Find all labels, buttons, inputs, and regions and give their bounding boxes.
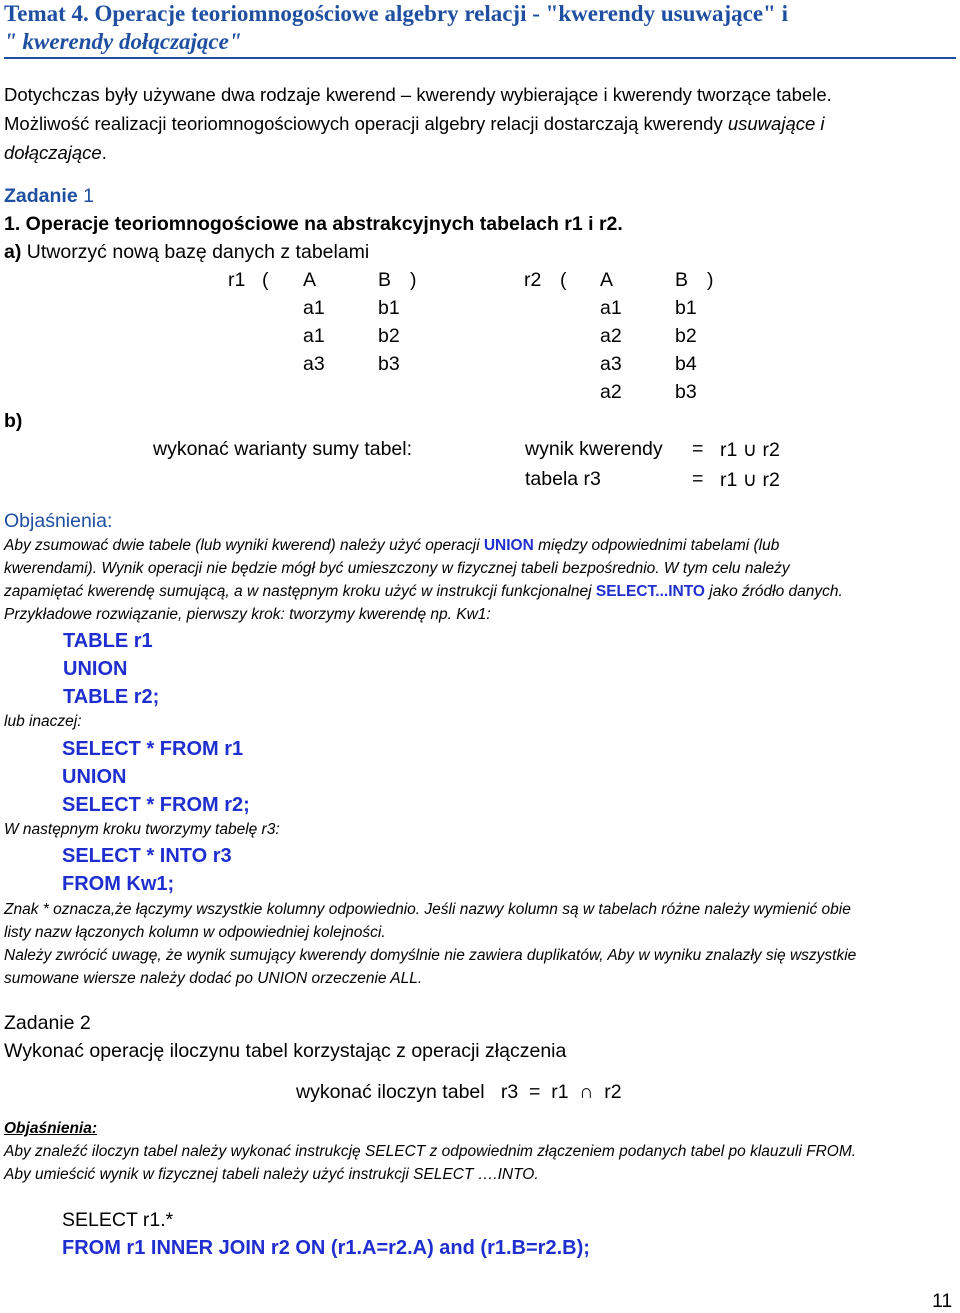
intro-line-2	[4, 113, 825, 135]
explanation-heading: Objaśnienia:	[4, 510, 113, 532]
expl-text: między odpowiednimi tabelami (lub	[533, 537, 780, 554]
r2-cell: b4	[675, 353, 697, 375]
a-text: Utworzyć nową bazę danych z tabelami	[21, 241, 370, 263]
page-number: 11	[932, 1290, 953, 1312]
r2-cell: a3	[600, 353, 622, 375]
code-line: SELECT * INTO r3	[62, 845, 232, 867]
title-underline	[4, 57, 956, 59]
expl-text: zapamiętać kwerendę sumującą, a w następnym kroku użyć w instrukcji funkcjonalnej	[4, 583, 596, 600]
sum-q2-rhs: r1 ∪ r2	[720, 469, 780, 491]
explanation-heading-2: Objaśnienia:	[4, 1120, 98, 1137]
note-line: sumowane wiersze należy dodać po UNION orzeczenie ALL.	[4, 970, 423, 987]
sum-q1-left: wynik kwerendy	[525, 438, 663, 460]
intro-period: .	[101, 142, 107, 163]
r2-cell: b2	[675, 325, 697, 347]
code-line: FROM Kw1;	[62, 873, 175, 895]
page-title: Temat 4. Operacje teoriomnogościowe algebry relacji - "kwerendy usuwające" i	[4, 1, 788, 26]
dots: ...	[655, 583, 669, 600]
union-keyword: UNION	[483, 537, 534, 554]
r2-open-paren: (	[560, 269, 567, 291]
zadanie-1-a	[4, 241, 369, 264]
r2-close-paren: )	[707, 269, 714, 291]
sum-q1-eq: =	[692, 438, 704, 460]
zadanie-1-task: 1. Operacje teoriomnogościowe na abstrakcyjnych tabelach r1 i r2.	[4, 213, 623, 235]
r1-cell: b3	[378, 353, 400, 375]
intersection-formula: wykonać iloczyn tabel r3 = r1 ∩ r2	[296, 1081, 622, 1103]
sum-q2-eq: =	[692, 468, 704, 490]
next-step-text: W następnym kroku tworzymy tabelę r3:	[4, 821, 280, 838]
into-keyword: INTO	[668, 583, 705, 600]
b-label: b)	[4, 410, 23, 432]
r1-col-b: B	[378, 269, 392, 291]
r1-cell: a1	[303, 325, 325, 347]
sum-label: wykonać warianty sumy tabel:	[153, 438, 413, 460]
r2-cell: a2	[600, 325, 622, 347]
r1-name: r1	[228, 269, 246, 291]
intro-line-3	[4, 142, 107, 164]
r2-cell: b3	[675, 381, 697, 403]
code-line: TABLE r1	[63, 630, 153, 652]
intro-line-1: Dotychczas były używane dwa rodzaje kwerend – kwerendy wybierające i kwerendy tworzące tabele.	[4, 84, 832, 105]
r2-col-b: B	[675, 269, 689, 291]
r2-name: r2	[524, 269, 542, 291]
a-label: a)	[4, 241, 22, 263]
r2-col-a: A	[600, 269, 614, 291]
code-line: SELECT r1.*	[62, 1209, 174, 1231]
note-line: Znak * oznacza,że łączymy wszystkie kolumny odpowiednio. Jeśli nazwy kolumn są w tabelach różne należy wymienić obie	[4, 901, 851, 918]
expl2-line: Aby umieścić wynik w fizycznej tabeli należy użyć instrukcji SELECT ….INTO.	[4, 1166, 539, 1183]
expl-line-4: Przykładowe rozwiązanie, pierwszy krok: tworzymy kwerendę np. Kw1:	[4, 606, 491, 623]
zadanie-1-heading	[4, 185, 94, 208]
code-line: TABLE r2;	[63, 686, 160, 708]
expl2-line: Aby znaleźć iloczyn tabel należy wykonać instrukcję SELECT z odpowiednim złączeniem podanych tabel po klauzuli FROM.	[4, 1143, 857, 1160]
zadanie-word: Zadanie	[4, 185, 78, 207]
code-line: SELECT * FROM r2;	[62, 794, 250, 816]
note-line: listy nazw łączonych kolumn w odpowiedniej kolejności.	[4, 924, 386, 941]
code-line: UNION	[63, 658, 128, 680]
or-text: lub inaczej:	[4, 713, 82, 730]
r1-cell: b1	[378, 297, 400, 319]
sum-q2-left: tabela r3	[525, 468, 601, 490]
zadanie-2-task: Wykonać operację iloczynu tabel korzystając z operacji złączenia	[4, 1040, 567, 1062]
r2-cell: a1	[600, 297, 622, 319]
expl-line-1	[4, 537, 779, 555]
code-line: FROM r1 INNER JOIN r2 ON (r1.A=r2.A) and (r1.B=r2.B);	[62, 1237, 590, 1259]
expl-line-3	[4, 583, 843, 601]
zadanie-number: 1	[83, 185, 94, 207]
expl-line-2: kwerendami). Wynik operacji nie będzie mógł być umieszczony w fizycznej tabeli bezpośrednio. W tym celu należy	[4, 560, 790, 577]
select-keyword: SELECT	[595, 583, 656, 600]
r1-cell: a3	[303, 353, 325, 375]
expl-text: jako źródło danych.	[704, 583, 843, 600]
sum-q1-rhs: r1 ∪ r2	[720, 439, 780, 461]
r2-cell: a2	[600, 381, 622, 403]
code-line: UNION	[62, 766, 127, 788]
r2-cell: b1	[675, 297, 697, 319]
r1-cell: b2	[378, 325, 400, 347]
zadanie-2-heading: Zadanie 2	[4, 1012, 91, 1034]
page-title-continued: " kwerendy dołączające"	[4, 29, 242, 54]
intro-italic: usuwające i	[727, 113, 825, 134]
note-line: Należy zwrócić uwagę, że wynik sumujący kwerendy domyślnie nie zawiera duplikatów, Aby w wyniku znalazły się wszystkie	[4, 947, 857, 964]
r1-cell: a1	[303, 297, 325, 319]
intro-text: Możliwość realizacji teoriomnogościowych operacji algebry relacji dostarczają kwerendy	[4, 113, 728, 134]
code-line: SELECT * FROM r1	[62, 738, 244, 760]
r1-col-a: A	[303, 269, 317, 291]
intro-italic-2: dołączające	[4, 142, 102, 163]
r1-open-paren: (	[262, 269, 269, 291]
expl-text: Aby zsumować dwie tabele (lub wyniki kwerend) należy użyć operacji	[4, 537, 484, 554]
r1-close-paren: )	[410, 269, 417, 291]
